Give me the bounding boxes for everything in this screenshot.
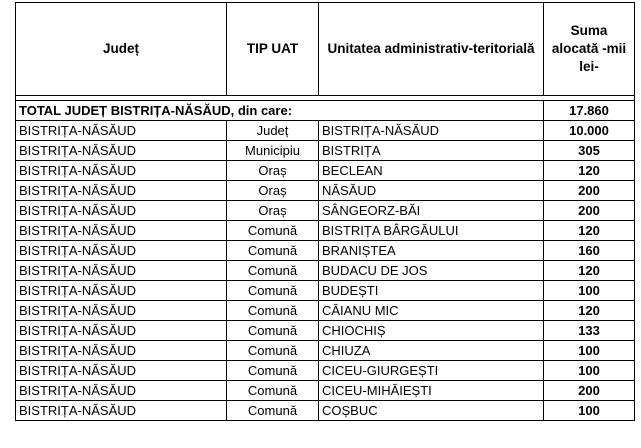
cell-tip-uat: Comună: [227, 281, 319, 301]
cell-suma: 200: [544, 201, 635, 221]
cell-tip-uat: Oraș: [227, 181, 319, 201]
cell-tip-uat: Comună: [227, 261, 319, 281]
cell-suma: 120: [544, 261, 635, 281]
cell-judet: BISTRIȚA-NĂSĂUD: [16, 141, 227, 161]
cell-tip-uat: Comună: [227, 381, 319, 401]
header-suma: Suma alocată -mii lei-: [544, 3, 635, 96]
cell-unitate: BISTRIȚA BÂRGĂULUI: [319, 221, 544, 241]
table-row: [16, 121, 635, 141]
cell-tip-uat: Comună: [227, 341, 319, 361]
total-row: [16, 101, 635, 121]
table-row: [16, 341, 635, 361]
cell-tip-uat: Oraș: [227, 161, 319, 181]
table-row: [16, 241, 635, 261]
cell-tip-uat: Comună: [227, 301, 319, 321]
cell-judet: BISTRIȚA-NĂSĂUD: [16, 341, 227, 361]
cell-unitate: BRANIȘTEA: [319, 241, 544, 261]
cell-suma: 120: [544, 301, 635, 321]
cell-unitate: CICEU-GIURGEȘTI: [319, 361, 544, 381]
cell-suma: 10.000: [544, 121, 635, 141]
cell-judet: BISTRIȚA-NĂSĂUD: [16, 221, 227, 241]
table-row: [16, 281, 635, 301]
table-row: [16, 201, 635, 221]
cell-unitate: BISTRIȚA-NĂSĂUD: [319, 121, 544, 141]
table-row: [16, 261, 635, 281]
cell-judet: BISTRIȚA-NĂSĂUD: [16, 261, 227, 281]
cell-unitate: COȘBUC: [319, 401, 544, 421]
total-label: TOTAL JUDEȚ BISTRIȚA-NĂSĂUD, din care:: [16, 101, 544, 121]
cell-unitate: BUDACU DE JOS: [319, 261, 544, 281]
cell-suma: 200: [544, 381, 635, 401]
cell-suma: 100: [544, 361, 635, 381]
header-row: [16, 3, 635, 96]
cell-suma: 100: [544, 401, 635, 421]
cell-unitate: CHIOCHIȘ: [319, 321, 544, 341]
table-row: [16, 141, 635, 161]
total-value: 17.860: [544, 101, 635, 121]
cell-suma: 133: [544, 321, 635, 341]
cell-suma: 100: [544, 281, 635, 301]
cell-unitate: CĂIANU MIC: [319, 301, 544, 321]
cell-judet: BISTRIȚA-NĂSĂUD: [16, 121, 227, 141]
table-row: [16, 161, 635, 181]
table-row: [16, 181, 635, 201]
header-judet: Județ: [16, 3, 227, 96]
table-row: [16, 321, 635, 341]
cell-unitate: NĂSĂUD: [319, 181, 544, 201]
cell-tip-uat: Comună: [227, 221, 319, 241]
cell-tip-uat: Comună: [227, 321, 319, 341]
cell-suma: 160: [544, 241, 635, 261]
table-row: [16, 301, 635, 321]
cell-unitate: CICEU-MIHĂIEȘTI: [319, 381, 544, 401]
cell-judet: BISTRIȚA-NĂSĂUD: [16, 201, 227, 221]
cell-suma: 200: [544, 181, 635, 201]
cell-tip-uat: Județ: [227, 121, 319, 141]
cell-tip-uat: Comună: [227, 401, 319, 421]
cell-judet: BISTRIȚA-NĂSĂUD: [16, 241, 227, 261]
table-row: [16, 381, 635, 401]
table-row: [16, 361, 635, 381]
allocation-table: [15, 2, 635, 421]
header-tip-uat: TIP UAT: [227, 3, 319, 96]
cell-suma: 100: [544, 341, 635, 361]
cell-tip-uat: Municipiu: [227, 141, 319, 161]
cell-judet: BISTRIȚA-NĂSĂUD: [16, 401, 227, 421]
cell-unitate: BUDEȘTI: [319, 281, 544, 301]
cell-judet: BISTRIȚA-NĂSĂUD: [16, 281, 227, 301]
cell-unitate: SÂNGEORZ-BĂI: [319, 201, 544, 221]
cell-judet: BISTRIȚA-NĂSĂUD: [16, 361, 227, 381]
cell-suma: 120: [544, 221, 635, 241]
cell-suma: 305: [544, 141, 635, 161]
cell-unitate: BECLEAN: [319, 161, 544, 181]
cell-judet: BISTRIȚA-NĂSĂUD: [16, 181, 227, 201]
cell-tip-uat: Comună: [227, 241, 319, 261]
table-row: [16, 221, 635, 241]
cell-tip-uat: Oraș: [227, 201, 319, 221]
table-row: [16, 401, 635, 421]
cell-unitate: CHIUZA: [319, 341, 544, 361]
cell-unitate: BISTRIȚA: [319, 141, 544, 161]
cell-suma: 120: [544, 161, 635, 181]
header-unitatea: Unitatea administrativ-teritorială: [319, 3, 544, 96]
cell-judet: BISTRIȚA-NĂSĂUD: [16, 381, 227, 401]
cell-judet: BISTRIȚA-NĂSĂUD: [16, 301, 227, 321]
cell-tip-uat: Comună: [227, 361, 319, 381]
cell-judet: BISTRIȚA-NĂSĂUD: [16, 321, 227, 341]
cell-judet: BISTRIȚA-NĂSĂUD: [16, 161, 227, 181]
